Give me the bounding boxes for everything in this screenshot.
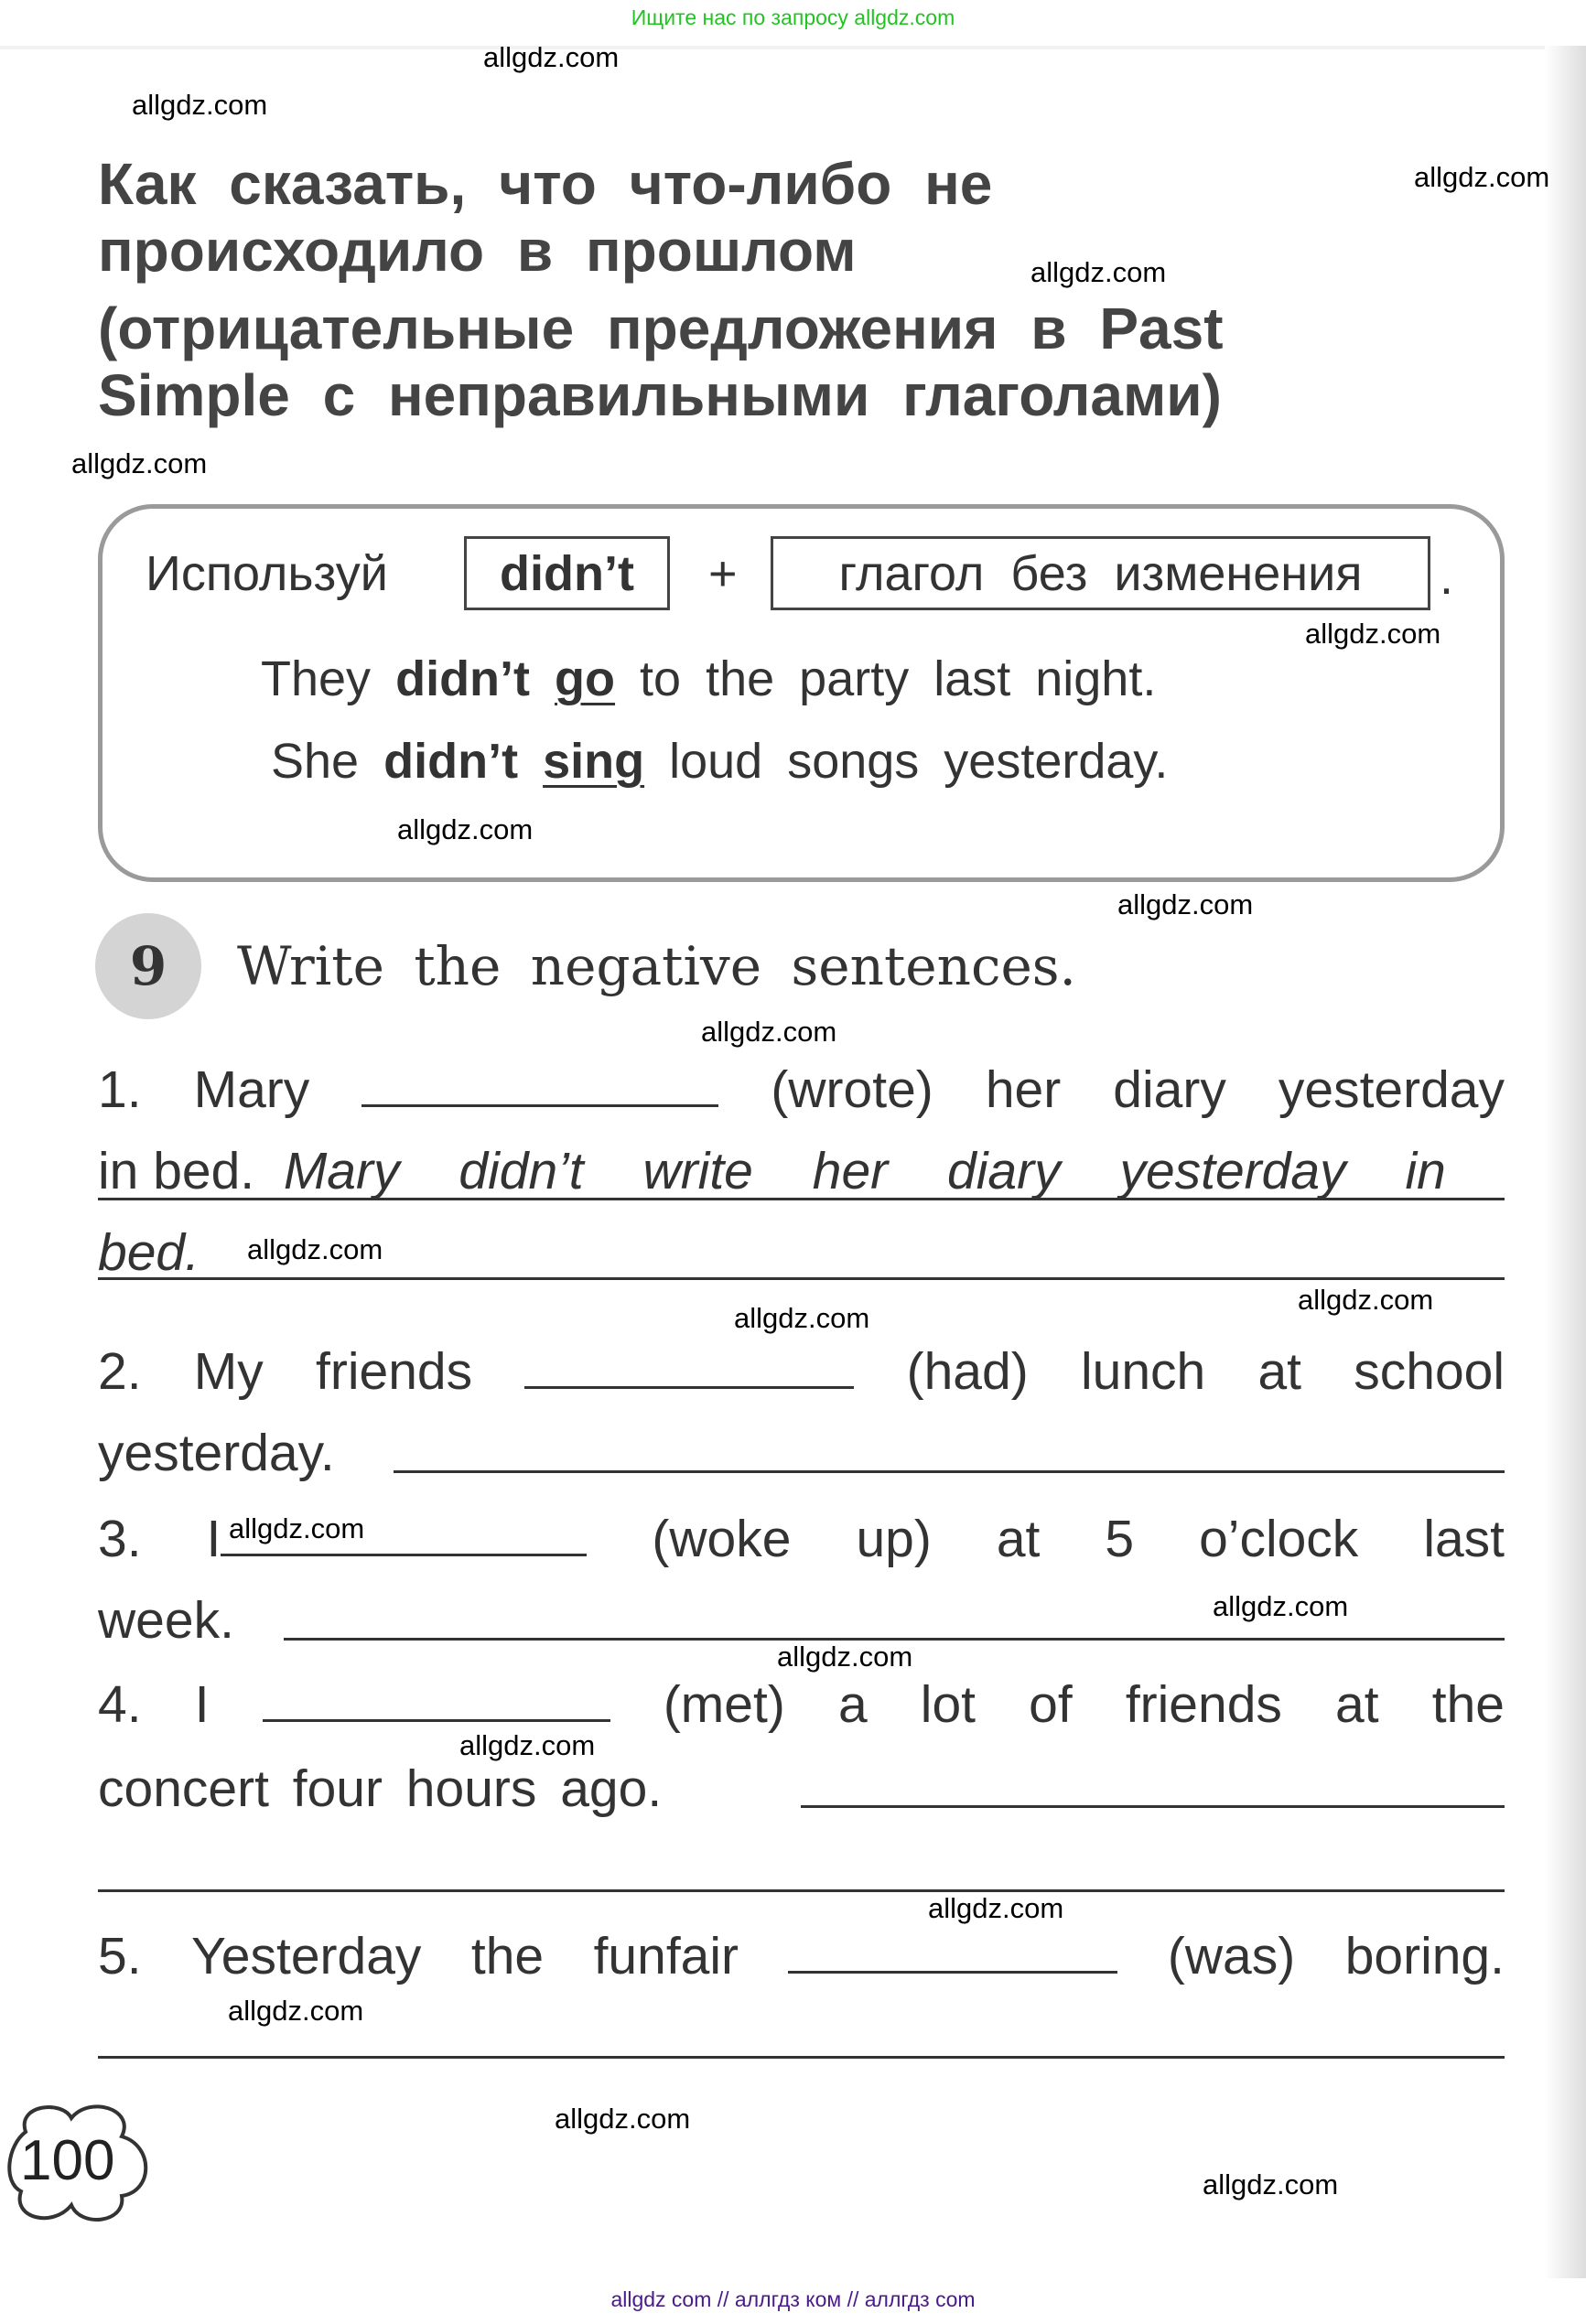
answer-line[interactable]	[98, 1198, 1505, 1200]
answer-blank[interactable]	[361, 1068, 718, 1107]
site-footer[interactable]: allgdz com // аллгдз ком // аллгдз com	[610, 2287, 976, 2311]
watermark: allgdz.com	[132, 89, 268, 121]
watermark: allgdz.com	[1030, 256, 1167, 288]
watermark: allgdz.com	[701, 1016, 837, 1048]
answer-text[interactable]: Mary didn’t write her diary yesterday in	[283, 1142, 1446, 1200]
answer-blank[interactable]	[524, 1350, 854, 1389]
answer-blank[interactable]	[788, 1934, 1117, 1974]
watermark: allgdz.com	[928, 1892, 1064, 1924]
watermark: allgdz.com	[1305, 618, 1441, 650]
page-top-edge	[0, 46, 1586, 49]
watermark: allgdz.com	[555, 2103, 691, 2135]
rule-didnt-box: didn’t	[464, 536, 670, 610]
rule-period: .	[1440, 550, 1454, 605]
title-line: (отрицательные предложения в Past	[98, 296, 1224, 361]
watermark: allgdz.com	[777, 1641, 913, 1673]
watermark: allgdz.com	[1117, 888, 1254, 920]
rule-verb-box: глагол без изменения	[771, 536, 1430, 610]
watermark: allgdz.com	[228, 1995, 364, 2027]
exercise-item-4: 4. I (met) a lot of friends at the	[98, 1675, 1505, 1734]
answer-blank[interactable]	[263, 1683, 610, 1722]
watermark: allgdz.com	[483, 41, 620, 73]
site-banner[interactable]: Ищите нас по запросу allgdz.com	[631, 5, 955, 29]
page-number: 100	[20, 2129, 115, 2192]
watermark: allgdz.com	[459, 1729, 596, 1761]
exercise-item-1: 1. Mary (wrote) her diary yesterday	[98, 1060, 1505, 1119]
title-line: Как сказать, что что-либо не	[98, 151, 993, 217]
watermark: allgdz.com	[1414, 161, 1550, 193]
exercise-item-4-cont: concert four hours ago.	[98, 1759, 663, 1818]
watermark: allgdz.com	[397, 813, 534, 845]
exercise-item-3-cont: week.	[98, 1591, 234, 1650]
rule-example-1: They didn’t go to the party last night.	[261, 651, 1157, 706]
exercise-item-2: 2. My friends (had) lunch at school	[98, 1342, 1505, 1401]
rule-example-2: She didn’t sing loud songs yesterday.	[271, 734, 1169, 789]
watermark: allgdz.com	[71, 447, 208, 479]
title-line: Simple с неправильными глаголами)	[98, 362, 1222, 428]
answer-line[interactable]	[98, 1277, 1505, 1280]
exercise-item-2-cont: yesterday.	[98, 1424, 335, 1482]
answer-text-cont[interactable]: bed.	[98, 1223, 200, 1282]
exercise-number-badge: 9	[95, 913, 201, 1019]
watermark: allgdz.com	[229, 1512, 365, 1544]
title-line: происходило в прошлом	[98, 218, 857, 284]
watermark: allgdz.com	[1298, 1284, 1434, 1316]
exercise-item-5: 5. Yesterday the funfair (was) boring.	[98, 1927, 1505, 1985]
exercise-title: Write the negative sentences.	[237, 935, 1076, 997]
watermark: allgdz.com	[247, 1233, 383, 1265]
watermark: allgdz.com	[734, 1302, 870, 1334]
rule-plus: +	[708, 546, 738, 601]
answer-line[interactable]	[98, 2056, 1505, 2059]
answer-line[interactable]	[394, 1470, 1505, 1473]
answer-line[interactable]	[801, 1805, 1505, 1808]
page-shadow	[1545, 46, 1586, 2278]
exercise-item-1-cont: in bed. Mary didn’t write her diary yesterday in	[98, 1142, 1446, 1200]
watermark: allgdz.com	[1213, 1590, 1349, 1622]
exercise-item-3: 3. I (woke up) at 5 o’clock last	[98, 1510, 1505, 1568]
watermark: allgdz.com	[1203, 2168, 1339, 2200]
answer-line[interactable]	[98, 1889, 1505, 1892]
rule-use-label: Используй	[146, 546, 388, 601]
page-title	[98, 151, 1224, 429]
